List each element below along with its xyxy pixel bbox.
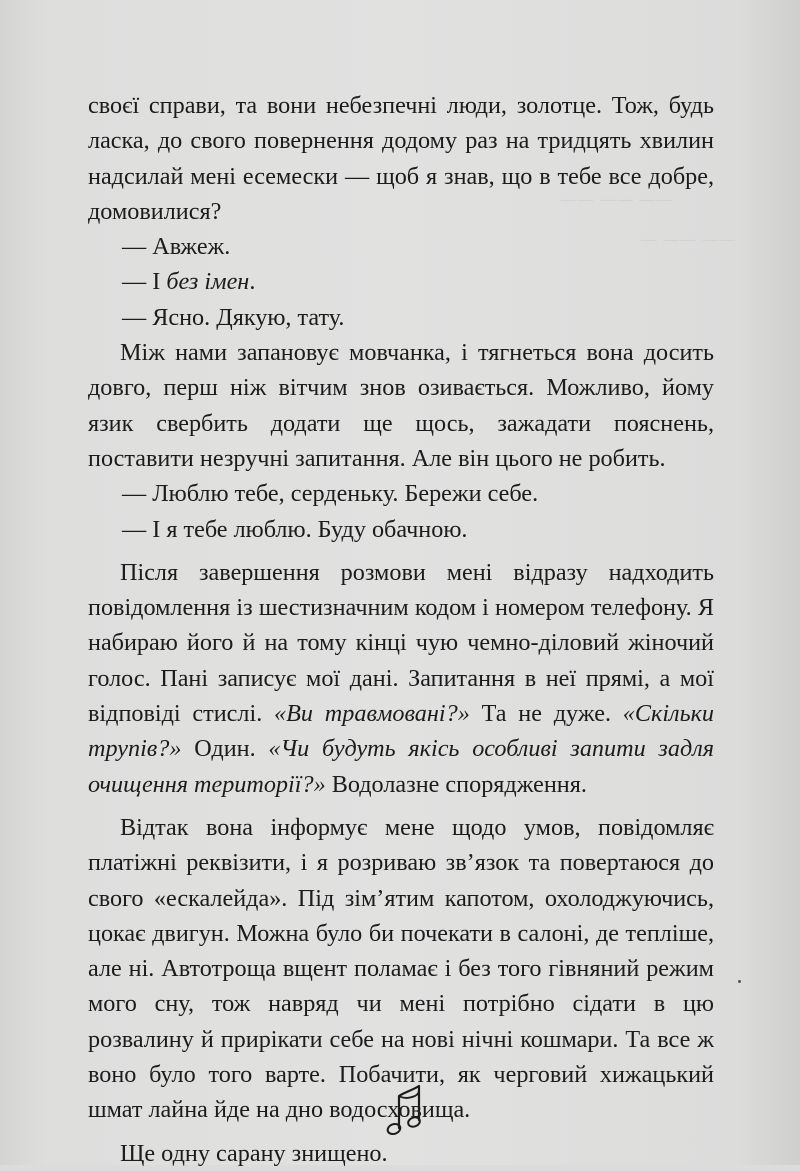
- dialogue-line: — Ясно. Дякую, тату.: [122, 303, 345, 331]
- dialogue-text: .: [249, 268, 256, 296]
- paragraph: Між нами запановує мовчанка, і тягнеться вона досить довго, перш ніж вітчим знов озивається. Можливо, йому язик свербить додати ще щось, зажадати пояснень, поставити незручні запитання. Але він цього не робить.: [88, 339, 714, 472]
- italic-question: «Ви травмовані?»: [274, 700, 470, 728]
- bleed-through-text: — —— ——: [640, 230, 736, 250]
- page-body-text: [88, 88, 714, 1171]
- text-run: Та не дуже.: [469, 700, 623, 728]
- dialogue-line: — І я тебе люблю. Буду обачною.: [122, 515, 468, 543]
- italic-question: «Скільки трупів?»: [88, 700, 715, 763]
- paragraph-gap: [88, 547, 714, 555]
- text-run: Один.: [181, 735, 269, 763]
- dialogue-text: — І: [122, 268, 167, 296]
- paragraph: Відтак вона інформує мене щодо умов, повідомляє платіжні реквізити, і я розриваю зв’язок та повертаюся до свого «ескалейда». Під зім’ятим капотом, охолоджуючись, цокає двигун. Можна було би почекати в салоні, де тепліше, але ні. Автотроща вщент поламає і без того гівняний режим мого сну, тож навряд чи мені потрібно сідати в цю розвалину й прирікати себе на нові нічні кошмари. Та все ж воно було того варте. Побачити, як черговий хижацький шмат лайна йде на дно водосховища.: [88, 813, 714, 1124]
- music-note-icon: [385, 1082, 425, 1142]
- dialogue-line: — Люблю тебе, серденьку. Бережи себе.: [122, 480, 539, 508]
- italic-question: «Чи будуть якісь особливі запити задля очищення території?»: [88, 735, 714, 798]
- paragraph: [88, 555, 714, 802]
- text-run: Після завершення розмови мені відразу надходить повідомлення із шестизначним кодом і номером телефону. Я набираю його й на тому кінці чую чемно-діловий жіночий голос. Пані записує мої дані. Запитання в неї прямі, а мої відповіді стислі.: [88, 558, 714, 728]
- paragraph: Ще одну сарану знищено.: [120, 1139, 388, 1167]
- text-run: Водолазне спорядження.: [325, 770, 587, 798]
- paragraph-gap: [88, 802, 714, 810]
- paragraph: своєї справи, та вони небезпечні люди, золотце. Тож, будь ласка, до свого повернення додому раз на тридцять хвилин надсилай мені есемески — щоб я знав, що в тебе все добре, домовилися?: [88, 92, 714, 225]
- dialogue-line: [88, 264, 714, 299]
- page-speck: [738, 980, 741, 983]
- italic-phrase: без імен: [166, 268, 250, 296]
- bleed-through-text: —— —— ——: [560, 190, 673, 210]
- dialogue-line: — Авжеж.: [122, 233, 231, 261]
